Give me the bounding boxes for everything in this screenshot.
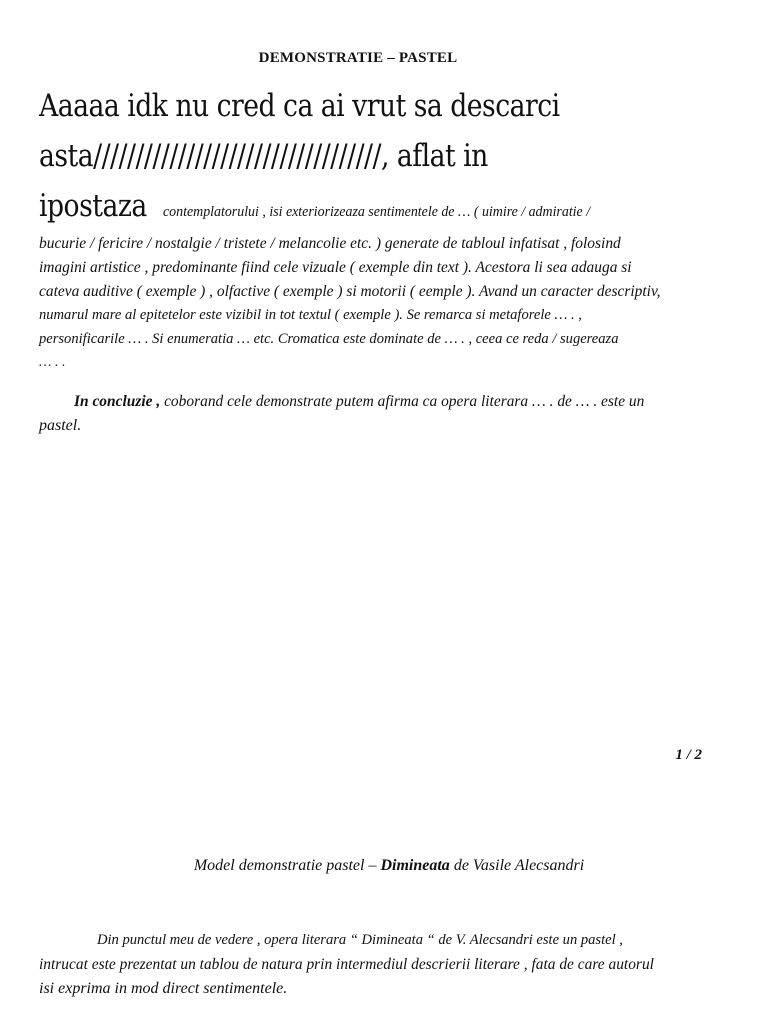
page-number: 1 / 2	[675, 747, 702, 763]
model-paragraph-line-3: isi exprima in mod direct sentimentele.	[39, 980, 288, 997]
model-title	[0, 857, 768, 875]
model-paragraph-line-2: intrucat este prezentat un tablou de natura prin intermediul descrierii literare , fata de care autorul	[39, 956, 654, 973]
large-text-word: ipostaza	[39, 188, 147, 224]
paragraph-line-4: bucurie / fericire / nostalgie / tristete / melancolie etc. ) generate de tabloul infatisat , folosind	[39, 235, 621, 252]
paragraph-line-3	[39, 188, 608, 224]
paragraph-line-8: personificarile … . Si enumeratia … etc. Cromatica este dominate de … . , ceea ce reda / sugereaza	[39, 331, 619, 347]
document-title: DEMONSTRATIE – PASTEL	[258, 50, 458, 66]
large-text-line-1: Aaaaa idk nu cred ca ai vrut sa descarci	[39, 88, 560, 124]
paragraph-text: contemplatorului , isi exteriorizeaza sentimentele de … ( uimire / admiratie /	[163, 204, 591, 220]
paragraph-line-5: imagini artistice , predominante fiind cele vizuale ( exemple din text ). Acestora li sea adauga si	[39, 259, 632, 276]
large-text-line-2: asta//////////////////////////////////, aflat in	[39, 138, 488, 174]
conclusion-label: In concluzie ,	[74, 393, 161, 410]
conclusion-line	[74, 393, 644, 411]
model-title-work: Dimineata	[380, 857, 450, 874]
model-paragraph-line-1: Din punctul meu de vedere , opera literara “ Dimineata “ de V. Alecsandri este un pastel ,	[97, 932, 623, 948]
model-title-suffix: de Vasile Alecsandri	[449, 857, 585, 874]
paragraph-line-9: … . .	[39, 355, 66, 370]
conclusion-text: coborand cele demonstrate putem afirma ca opera literara … . de … . este un	[160, 393, 645, 410]
conclusion-line-2: pastel.	[39, 417, 82, 434]
paragraph-line-6: cateva auditive ( exemple ) , olfactive ( exemple ) si motorii ( eemple ). Avand un caracter descriptiv,	[39, 283, 661, 300]
paragraph-line-7: numarul mare al epitetelor este vizibil in tot textul ( exemple ). Se remarca si metaforele … . ,	[39, 307, 582, 323]
model-title-prefix: Model demonstratie pastel –	[193, 857, 381, 874]
